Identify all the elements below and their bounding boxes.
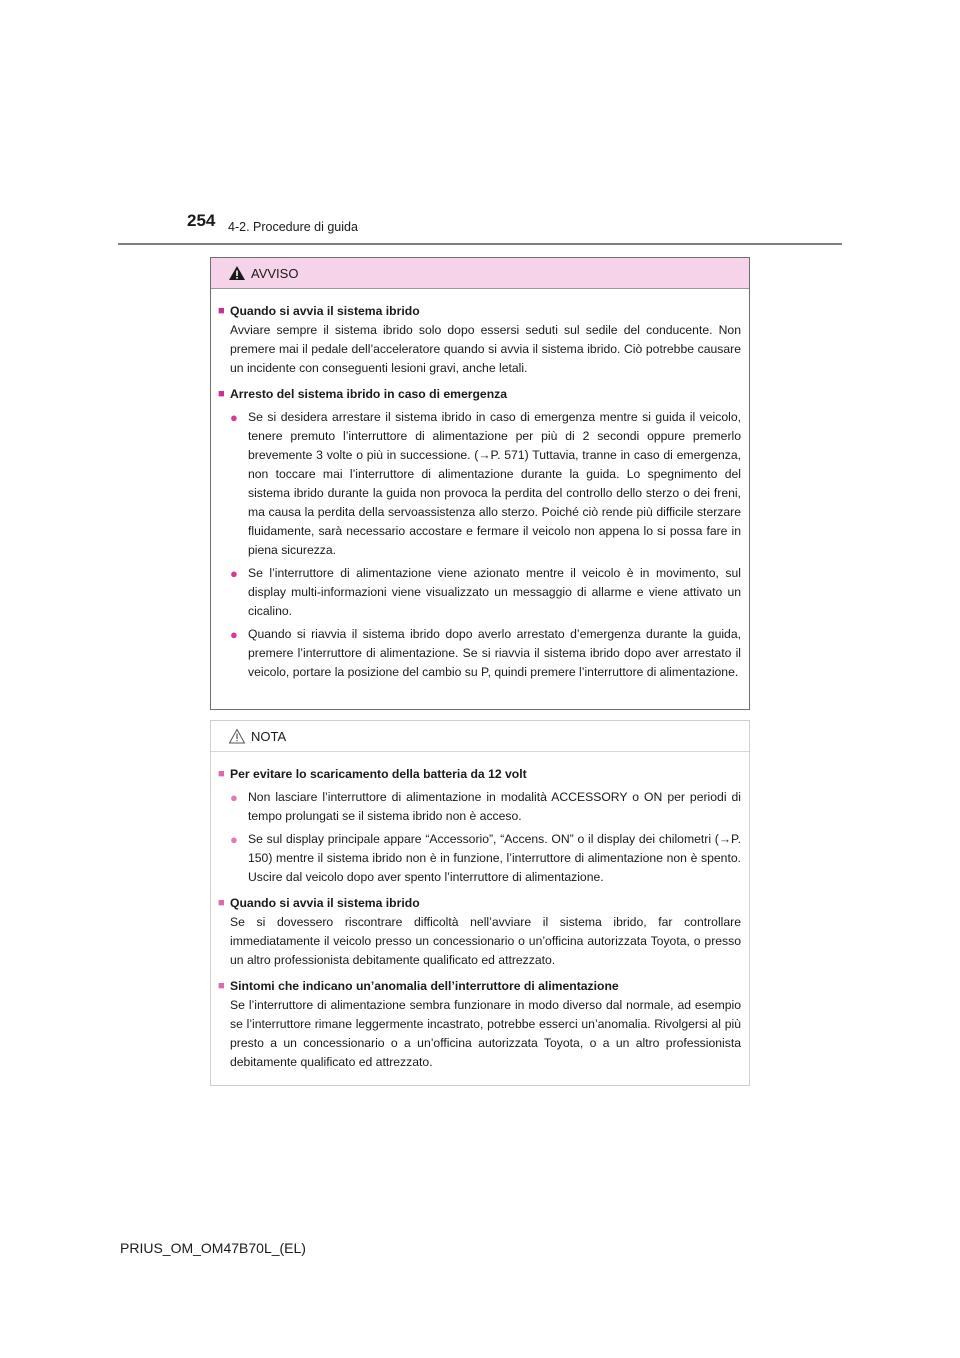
warning-paragraph: Avviare sempre il sistema ibrido solo dopo essersi seduti sul sedile del conducente. Non premere mai il pedale dell’acceleratore quando si avvia il sistema ibrido. Ciò potrebbe causare un incidente con conseguenti lesioni gravi, anche letali. [230, 323, 741, 375]
list-item: ● Se l’interruttore di alimentazione viene azionato mentre il veicolo è in movimento, sul display multi-informazioni viene visualizzato un messaggio di allarme e viene attivato un cicalino. [230, 564, 741, 621]
warning-heading: ■ Arresto del sistema ibrido in caso di emergenza [218, 385, 741, 404]
list-item: ● Non lasciare l’interruttore di alimentazione in modalità ACCESSORY o ON per periodi di tempo prolungati se il sistema ibrido non è acceso. [230, 788, 741, 826]
note-paragraph: Se l’interruttore di alimentazione sembra funzionare in modo diverso dal normale, ad esempio se l’interruttore rimane leggermente incastrato, potrebbe esserci un’anomalia. Rivolgersi al più presto a un concessionario o a un’officina autorizzata Toyota, o a un altro professionista debitamente qualificato ed attrezzato. [230, 998, 741, 1069]
warning-box [210, 257, 750, 710]
note-heading: ■ Sintomi che indicano un’anomalia dell’interruttore di alimentazione [218, 977, 741, 996]
square-bullet-icon: ■ [218, 305, 225, 317]
square-bullet-icon: ■ [218, 768, 225, 780]
circle-bullet-icon: ● [230, 410, 238, 425]
note-heading: ■ Quando si avvia il sistema ibrido [218, 894, 741, 913]
list-item: ● Quando si riavvia il sistema ibrido dopo averlo arrestato d’emergenza durante la guida, premere l’interruttore di alimentazione. Se si riavvia il sistema ibrido dopo aver arrestato il veicolo, portare la posizione del cambio su P, quindi premere l’interruttore di alimentazione. [230, 625, 741, 682]
note-title: NOTA [251, 728, 287, 744]
list-item: ● Se sul display principale appare “Accessorio”, “Accens. ON” o il display dei chilometri (→P. 150) mentre il sistema ibrido non è in funzione, l’interruttore di alimentazione non è spento. Uscire dal veicolo dopo aver spento l’interruttore di alimentazione. [230, 830, 741, 887]
circle-bullet-icon: ● [230, 832, 238, 847]
caution-triangle-icon [228, 728, 246, 744]
section-title: 4-2. Procedure di guida [228, 220, 358, 234]
warning-heading: ■ Quando si avvia il sistema ibrido [218, 302, 741, 321]
square-bullet-icon: ■ [218, 897, 225, 909]
note-box-header [211, 721, 749, 752]
circle-bullet-icon: ● [230, 627, 238, 642]
list-item: ● Se si desidera arrestare il sistema ibrido in caso di emergenza mentre si guida il veicolo, tenere premuto l’interruttore di alimentazione per più di 2 secondi oppure premerlo brevemente 3 volte o più in successione. (→P. 571) Tuttavia, tranne in caso di emergenza, non toccare mai l’interruttore di alimentazione durante la guida. Lo spegnimento del sistema ibrido durante la guida non provoca la perdita del controllo dello sterzo o dei freni, ma causa la perdita della servoassistenza allo sterzo. Poiché ciò rende più difficile sterzare fluidamente, sarà necessario accostare e fermare il veicolo non appena lo si possa fare in piena sicurezza. [230, 408, 741, 560]
header-divider [118, 243, 842, 245]
circle-bullet-icon: ● [230, 566, 238, 581]
warning-box-header [211, 258, 749, 289]
circle-bullet-icon: ● [230, 790, 238, 805]
note-paragraph: Se si dovessero riscontrare difficoltà nell’avviare il sistema ibrido, far controllare immediatamente il veicolo presso un concessionario o un’officina autorizzata Toyota, o presso un altro professionista debitamente qualificato ed attrezzato. [230, 915, 741, 967]
document-code: PRIUS_OM_OM47B70L_(EL) [120, 1240, 306, 1256]
warning-triangle-icon [228, 265, 246, 281]
square-bullet-icon: ■ [218, 388, 225, 400]
warning-title: AVVISO [251, 265, 299, 281]
note-box [210, 720, 750, 1086]
square-bullet-icon: ■ [218, 980, 225, 992]
page-number: 254 [187, 211, 216, 230]
note-heading: ■ Per evitare lo scaricamento della batteria da 12 volt [218, 765, 741, 784]
